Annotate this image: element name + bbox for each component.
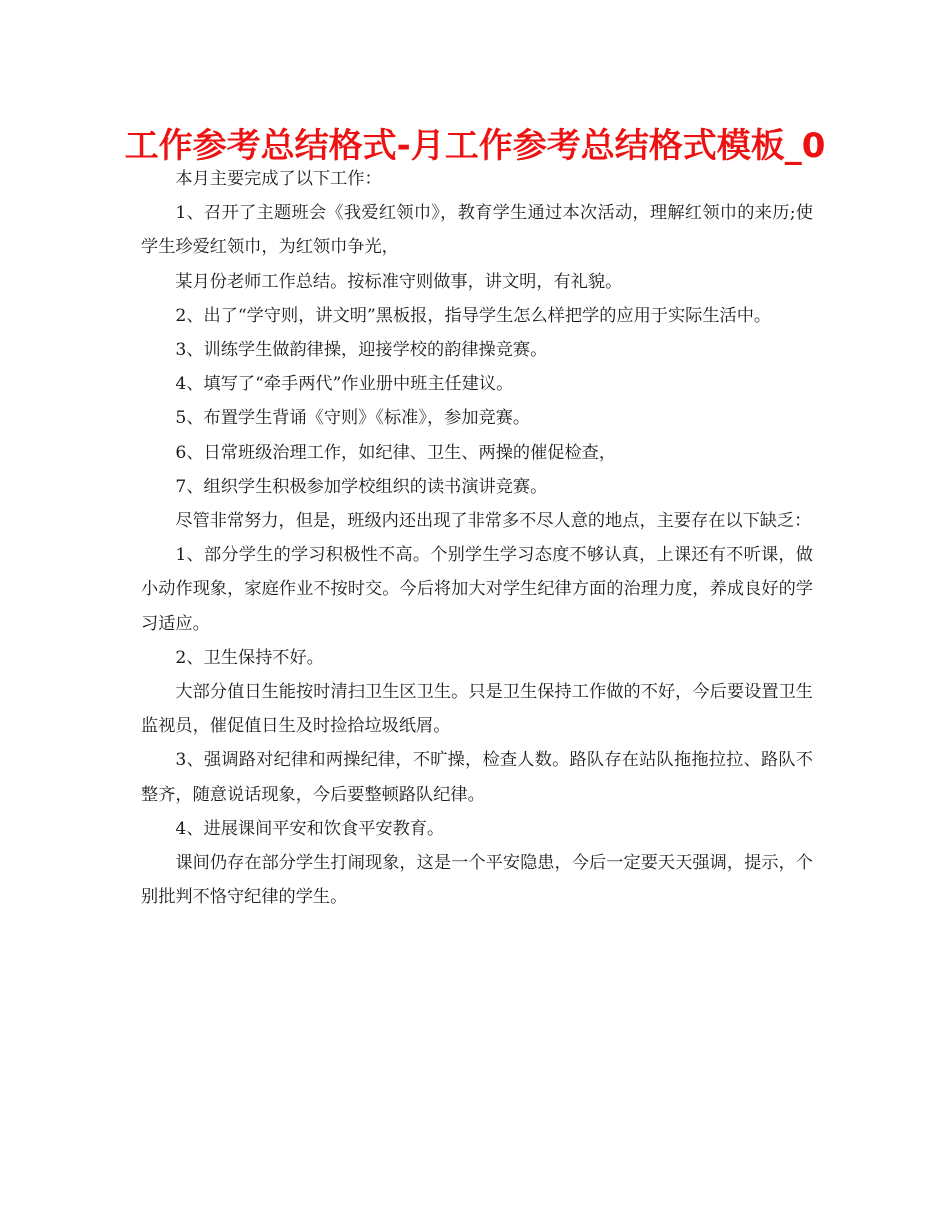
paragraph: 4、进展课间平安和饮食平安教育。 <box>175 818 445 839</box>
document-body <box>141 162 813 914</box>
paragraph: 1、部分学生的学习积极性不高。个别学生学习态度不够认真，上课还有不听课，做小动作现象，家庭作业不按时交。今后将加大对学生纪律方面的治理力度，养成良好的学习适应。 <box>141 545 813 634</box>
paragraph: 课间仍存在部分学生打闹现象，这是一个平安隐患，今后一定要天天强调，提示，个别批判不恪守纪律的学生。 <box>141 853 813 908</box>
paragraph: 2、出了“学守则，讲文明”黑板报，指导学生怎么样把学的应用于实际生活中。 <box>175 305 772 326</box>
paragraph: 某月份老师工作总结。按标准守则做事，讲文明，有礼貌。 <box>175 271 623 292</box>
paragraph: 2、卫生保持不好。 <box>175 647 324 668</box>
paragraph: 5、布置学生背诵《守则》《标准》，参加竞赛。 <box>175 408 531 429</box>
paragraph: 1、召开了主题班会《我爱红领巾》，教育学生通过本次活动，理解红领巾的来历;使学生珍爱红领巾，为红领巾争光， <box>141 203 813 258</box>
paragraph: 大部分值日生能按时清扫卫生区卫生。只是卫生保持工作做的不好，今后要设置卫生监视员，催促值日生及时捡拾垃圾纸屑。 <box>141 682 813 737</box>
paragraph: 尽管非常努力，但是，班级内还出现了非常多不尽人意的地点，主要存在以下缺乏： <box>175 511 812 532</box>
paragraph: 4、填写了“牵手两代”作业册中班主任建议。 <box>175 374 514 395</box>
paragraph: 3、训练学生做韵律操，迎接学校的韵律操竞赛。 <box>175 340 548 361</box>
paragraph: 3、强调路对纪律和两操纪律，不旷操，检查人数。路队存在站队拖拖拉拉、路队不整齐，随意说话现象，今后要整顿路队纪律。 <box>141 750 813 805</box>
paragraph: 本月主要完成了以下工作： <box>175 169 382 189</box>
document-title: 工作参考总结格式-月工作参考总结格式模板_0 <box>124 126 826 166</box>
paragraph: 7、组织学生积极参加学校组织的读书演讲竞赛。 <box>175 476 548 497</box>
paragraph: 6、日常班级治理工作，如纪律、卫生、两操的催促检查， <box>175 442 617 463</box>
